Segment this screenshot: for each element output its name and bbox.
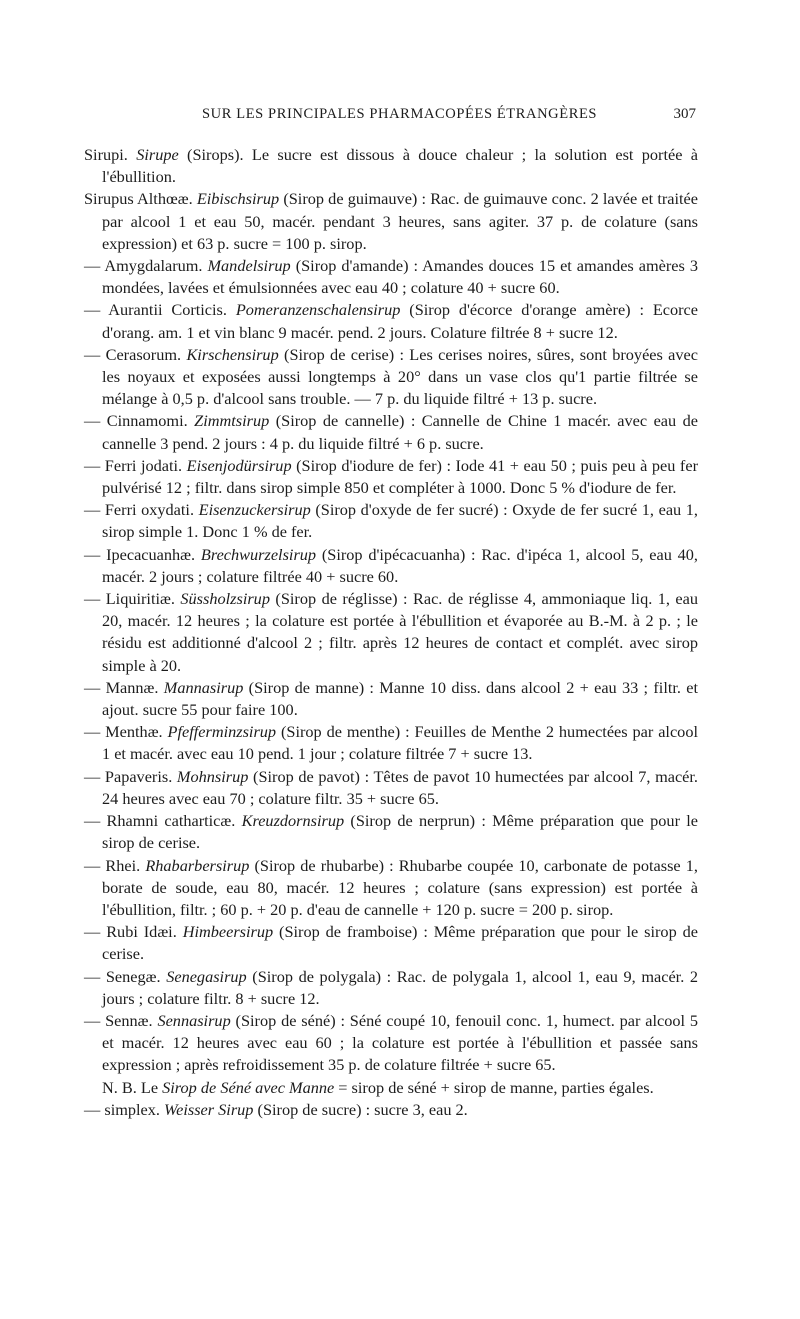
entry-text: (Sirop d'oxyde de fer sucré) : Oxyde de fer sucré 1, eau 1, sirop simple 1. Donc 1 % de fer. <box>102 500 698 542</box>
entry-lead: — Menthæ. <box>84 722 168 742</box>
entry-german-name: Himbeersirup <box>182 922 274 942</box>
body-text <box>84 144 698 1121</box>
entry-text: (Sirop de menthe) : Feuilles de Menthe 2 humectées par alcool 1 et macér. avec eau 10 pend. 1 jour ; colature filtrée 7 + sucre 13. <box>102 722 698 764</box>
entry-text: (Sirop de nerprun) : Même préparation que pour le sirop de cerise. <box>102 811 699 853</box>
running-header <box>82 106 696 128</box>
entry-german-name: Rhabarbersirup <box>145 855 250 875</box>
entry-lead: — Amygdalarum. <box>84 256 208 276</box>
entry-lead: — Ipecacuanhæ. <box>84 544 201 564</box>
entry-lead: — Rhei. <box>84 855 146 875</box>
entry-german-name: Mandelsirup <box>207 256 291 276</box>
entry-text: (Sirop d'amande) : Amandes douces 15 et amandes amères 3 mondées, lavées et émulsionnées avec eau 40 ; colature 40 + sucre 60. <box>102 256 698 298</box>
note-italic: Sirop de Séné avec Manne <box>162 1077 335 1097</box>
entry-german-name: Senegasirup <box>166 966 247 986</box>
entry-lead: — Liquiritiæ. <box>84 589 181 609</box>
entry-lead: — Senegæ. <box>84 966 167 986</box>
syrup-entry <box>84 966 698 1010</box>
entry-text: (Sirop d'ipécacuanha) : Rac. d'ipéca 1, alcool 5, eau 40, macér. 2 jours ; colature filtrée 40 + sucre 60. <box>102 544 698 586</box>
entry-text: (Sirop de réglisse) : Rac. de réglisse 4, ammoniaque liq. 1, eau 20, macér. 12 heures ; la colature est portée à l'ébullition et évaporée au B.-M. à 2 p. ; le résidu est additionné d'alcool 2 ; filtr. après 12 heures de contact et complét. avec sirop simple à 20. <box>102 589 698 675</box>
entry-german-name: Mohnsirup <box>176 766 249 786</box>
syrup-entry <box>84 1010 698 1077</box>
note-text: = sirop de séné + sirop de manne, parties égales. <box>334 1077 654 1097</box>
entry-lead: — Aurantii Corticis. <box>84 300 236 320</box>
entry-lead: — Papaveris. <box>84 766 177 786</box>
entry-german-name: Sennasirup <box>157 1010 231 1030</box>
syrup-entry <box>84 677 698 721</box>
entry-text: (Sirop de séné) : Séné coupé 10, fenouil conc. 1, humect. par alcool 5 et macér. 12 heures avec eau 60 ; la colature est portée à l'ébullition et passée sans expression ; après refroidissement 35 p. de colature filtrée + sucre 65. <box>102 1010 698 1075</box>
entry-lead: — Mannæ. <box>84 677 164 697</box>
entry-simplex <box>84 1099 698 1121</box>
entry-text: (Sirop de cerise) : Les cerises noires, sûres, sont broyées avec les noyaux et exposées aussi longtemps à 20° dans un vase clos qu'1 partie filtrée se mélange à 0,5 p. d'alcool sans trouble. — 7 p. du liquide filtré + 13 p. sucre. <box>102 344 698 409</box>
syrup-entry <box>84 455 698 499</box>
entry-lead: Sirupi. <box>84 145 137 164</box>
entry-german-name: Eisenjodürsirup <box>186 455 292 475</box>
entry-german-name: Pfefferminzsirup <box>167 722 277 742</box>
entry-lead: Sirupus Althœæ. <box>84 189 197 209</box>
entry-german-name: Kreuzdornsirup <box>241 811 345 831</box>
syrup-entry <box>84 144 698 188</box>
entry-german-name: Pomeranzenschalensirup <box>235 300 401 320</box>
entry-text: (Sirop de sucre) : sucre 3, eau 2. <box>253 1099 468 1119</box>
syrup-entry <box>84 721 698 765</box>
syrup-entry <box>84 855 698 922</box>
entry-text: (Sirop d'écorce d'orange amère) : Ecorce d'orang. am. 1 et vin blanc 9 macér. pend. 2 jours. Colature filtrée 8 + sucre 12. <box>102 300 699 342</box>
entry-german-name: Kirschensirup <box>186 344 279 364</box>
entry-lead: — Ferri oxydati. <box>84 500 199 520</box>
syrup-entry <box>84 410 698 454</box>
entry-lead: — simplex. <box>84 1099 165 1119</box>
entry-german-name: Eibischsirup <box>196 189 280 209</box>
entry-text: (Sirop de cannelle) : Cannelle de Chine 1 macér. avec eau de cannelle 3 pend. 2 jours : 4 p. du liquide filtré + 6 p. sucre. <box>102 411 699 453</box>
entry-text: (Sirop d'iodure de fer) : Iode 41 + eau 50 ; puis peu à peu fer pulvérisé 12 ; filtr. dans sirop simple 850 et compléter à 1000. Donc 5 % d'iodure de fer. <box>102 455 698 498</box>
entry-text: (Sirops). Le sucre est dissous à douce chaleur ; la solution est portée à l'ébullition. <box>102 145 698 187</box>
entry-text: (Sirop de rhubarbe) : Rhubarbe coupée 10, carbonate de potasse 1, borate de soude, eau 80, macér. 12 heures ; colature (sans expression) est portée à l'ébullition, filtr. ; 60 p. + 20 p. d'eau de cannelle + 120 p. sucre = 200 p. sirop. <box>102 855 698 919</box>
entry-text: (Sirop de framboise) : Même préparation que pour le sirop de cerise. <box>102 922 698 964</box>
page-number: 307 <box>673 106 696 122</box>
entry-lead: — Cerasorum. <box>84 344 187 364</box>
entry-text: (Sirop de guimauve) : Rac. de guimauve conc. 2 lavée et traitée par alcool 1 et eau 50, macér. pendant 3 heures, sans agiter. 37 p. de colature (sans expression) et 63 p. sucre = 100 p. sirop. <box>102 189 698 253</box>
syrup-entry <box>84 921 698 965</box>
entry-lead: — Rhamni catharticæ. <box>84 811 242 831</box>
entry-lead: — Ferri jodati. <box>84 455 187 475</box>
syrup-entry <box>84 766 698 810</box>
entry-text: (Sirop de polygala) : Rac. de polygala 1, alcool 1, eau 9, macér. 2 jours ; colature filtr. 8 + sucre 12. <box>102 966 699 1008</box>
running-title: SUR LES PRINCIPALES PHARMACOPÉES ÉTRANGÈRES <box>202 106 598 122</box>
entry-lead: — Rubi Idæi. <box>84 922 183 942</box>
entry-german-name: Eisenzuckersirup <box>198 500 311 520</box>
syrup-entry <box>84 255 698 299</box>
syrup-list <box>84 144 698 1077</box>
note-lead: N. B. Le <box>102 1077 163 1097</box>
entry-german-name: Zimmtsirup <box>194 411 270 431</box>
syrup-entry <box>84 544 698 588</box>
syrup-entry <box>84 810 698 854</box>
entry-german-name: Sirupe <box>136 145 179 164</box>
entry-german-name: Weisser Sirup <box>164 1099 254 1119</box>
note-paragraph <box>84 1077 698 1099</box>
entry-text: (Sirop de manne) : Manne 10 diss. dans alcool 2 + eau 33 ; filtr. et ajout. sucre 55 pour faire 100. <box>102 677 698 720</box>
syrup-entry <box>84 499 698 543</box>
entry-german-name: Süssholzsirup <box>180 589 270 609</box>
entry-lead: — Sennæ. <box>84 1010 158 1030</box>
entry-lead: — Cinnamomi. <box>84 411 195 431</box>
entry-text: (Sirop de pavot) : Têtes de pavot 10 humectées par alcool 7, macér. 24 heures avec eau 70 ; colature filtr. 35 + sucre 65. <box>102 766 699 808</box>
syrup-entry <box>84 344 698 411</box>
entry-german-name: Mannasirup <box>163 677 244 697</box>
syrup-entry <box>84 299 698 343</box>
syrup-entry <box>84 588 698 677</box>
entry-german-name: Brechwurzelsirup <box>200 544 317 564</box>
syrup-entry <box>84 188 698 255</box>
